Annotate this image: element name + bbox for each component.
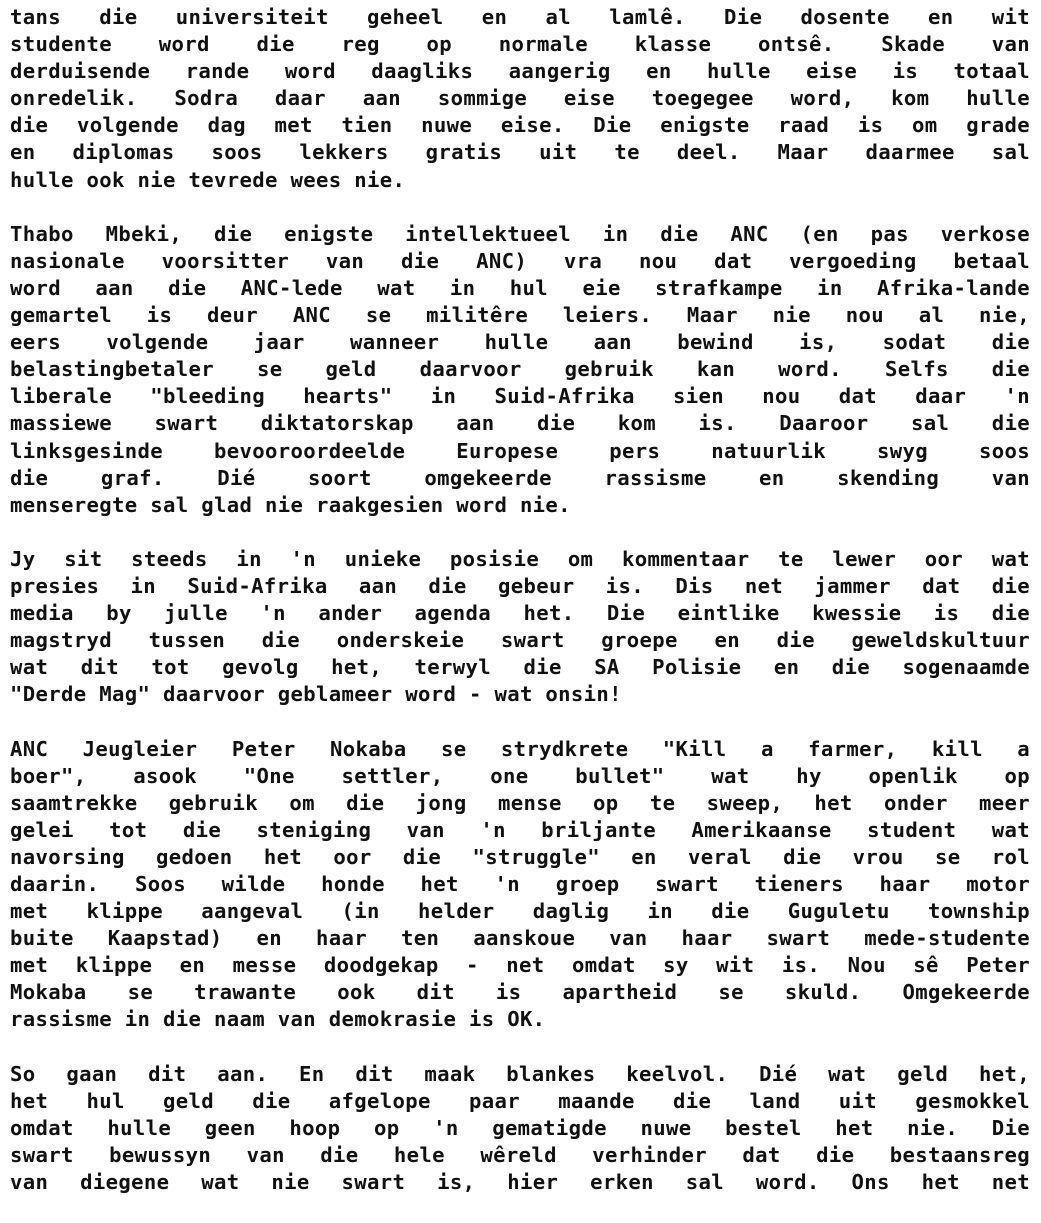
text-line: eers volgende jaar wanneer hulle aan bewind is, sodat die [10, 330, 1030, 355]
text-line: magstryd tussen die onderskeie swart groepe en die geweldskultuur [10, 628, 1030, 653]
text-line: rassisme in die naam van demokrasie is OK. [10, 1007, 546, 1032]
text-line: daarin. Soos wilde honde het 'n groep swart tieners haar motor [10, 872, 1030, 896]
text-line: met klippe en messe doodgekap - net omdat sy wit is. Nou sê Peter [10, 953, 1030, 978]
text-line: nasionale voorsitter van die ANC) vra nou dat vergoeding betaal [10, 248, 1030, 273]
text-line: navorsing gedoen het oor die "struggle" en veral die vrou se rol [10, 844, 1030, 869]
text-line: presies in Suid-Afrika aan die gebeur is. Dis net jammer dat die [10, 573, 1030, 598]
text-line: wat dit tot gevolg het, terwyl die SA Polisie en die sogenaamde [10, 655, 1030, 680]
text-line: gelei tot die steniging van 'n briljante Amerikaanse student wat [10, 817, 1030, 842]
text-line: en diplomas soos lekkers gratis uit te deel. Maar daarmee sal [10, 140, 1030, 165]
text-line: boer", asook "One settler, one bullet" wat hy openlik op [10, 763, 1030, 788]
text-line: onredelik. Sodra daar aan sommige eise toegegee word, kom hulle [10, 86, 1030, 111]
text-line: het hul geld die afgelope paar maande die land uit gesmokkel [10, 1088, 1030, 1113]
text-line: van diegene wat nie swart is, hier erken sal word. Ons het net [10, 1170, 1030, 1195]
text-line: liberale "bleeding hearts" in Suid-Afrika sien nou dat daar 'n [10, 384, 1030, 409]
text-line: So gaan dit aan. En dit maak blankes keelvol. Dié wat geld het, [10, 1061, 1030, 1086]
paragraph-4 [10, 736, 1030, 1034]
text-line: linksgesinde bevooroordeelde Europese pers natuurlik swyg soos [10, 438, 1030, 463]
text-line: belastingbetaler se geld daarvoor gebruik kan word. Selfs die [10, 357, 1030, 382]
text-line: die volgende dag met tien nuwe eise. Die enigste raad is om grade [10, 113, 1030, 138]
text-line: massiewe swart diktatorskap aan die kom is. Daaroor sal die [10, 411, 1030, 436]
text-line: Thabo Mbeki, die enigste intellektueel in die ANC (en pas verkose [10, 221, 1030, 246]
paragraph-5 [10, 1061, 1030, 1196]
text-line: swart bewussyn van die hele wêreld verhinder dat die bestaansreg [10, 1142, 1030, 1167]
text-line: tans die universiteit geheel en al lamlê. Die dosente en wit [10, 5, 1030, 29]
document-page [10, 4, 1030, 1223]
text-line: hulle ook nie tevrede wees nie. [10, 167, 406, 192]
text-line: gemartel is deur ANC se militêre leiers. Maar nie nou al nie, [10, 303, 1030, 328]
text-line: buite Kaapstad) en haar ten aanskoue van haar swart mede-studente [10, 926, 1030, 951]
text-line: omdat hulle geen hoop op 'n gematigde nuwe bestel het nie. Die [10, 1115, 1030, 1140]
text-line: studente word die reg op normale klasse ontsê. Skade van [10, 32, 1030, 57]
text-line: saamtrekke gebruik om die jong mense op te sweep, het onder meer [10, 790, 1030, 815]
paragraph-1 [10, 4, 1030, 194]
text-line: die graf. Dié soort omgekeerde rassisme en skending van [10, 465, 1030, 490]
paragraph-2 [10, 221, 1030, 519]
text-line: menseregte sal glad nie raakgesien word nie. [10, 492, 571, 517]
text-line: Mokaba se trawante ook dit is apartheid se skuld. Omgekeerde [10, 980, 1030, 1005]
text-line: met klippe aangeval (in helder daglig in die Guguletu township [10, 899, 1030, 924]
text-line: ANC Jeugleier Peter Nokaba se strydkrete "Kill a farmer, kill a [10, 736, 1030, 761]
text-line: derduisende rande word daagliks aangerig en hulle eise is totaal [10, 59, 1030, 84]
text-line: Jy sit steeds in 'n unieke posisie om kommentaar te lewer oor wat [10, 546, 1030, 571]
text-line: word aan die ANC-lede wat in hul eie strafkampe in Afrika-lande [10, 275, 1030, 300]
text-line: "Derde Mag" daarvoor geblameer word - wat onsin! [10, 682, 622, 707]
paragraph-3 [10, 546, 1030, 709]
text-line: media by julle 'n ander agenda het. Die eintlike kwessie is die [10, 601, 1030, 626]
